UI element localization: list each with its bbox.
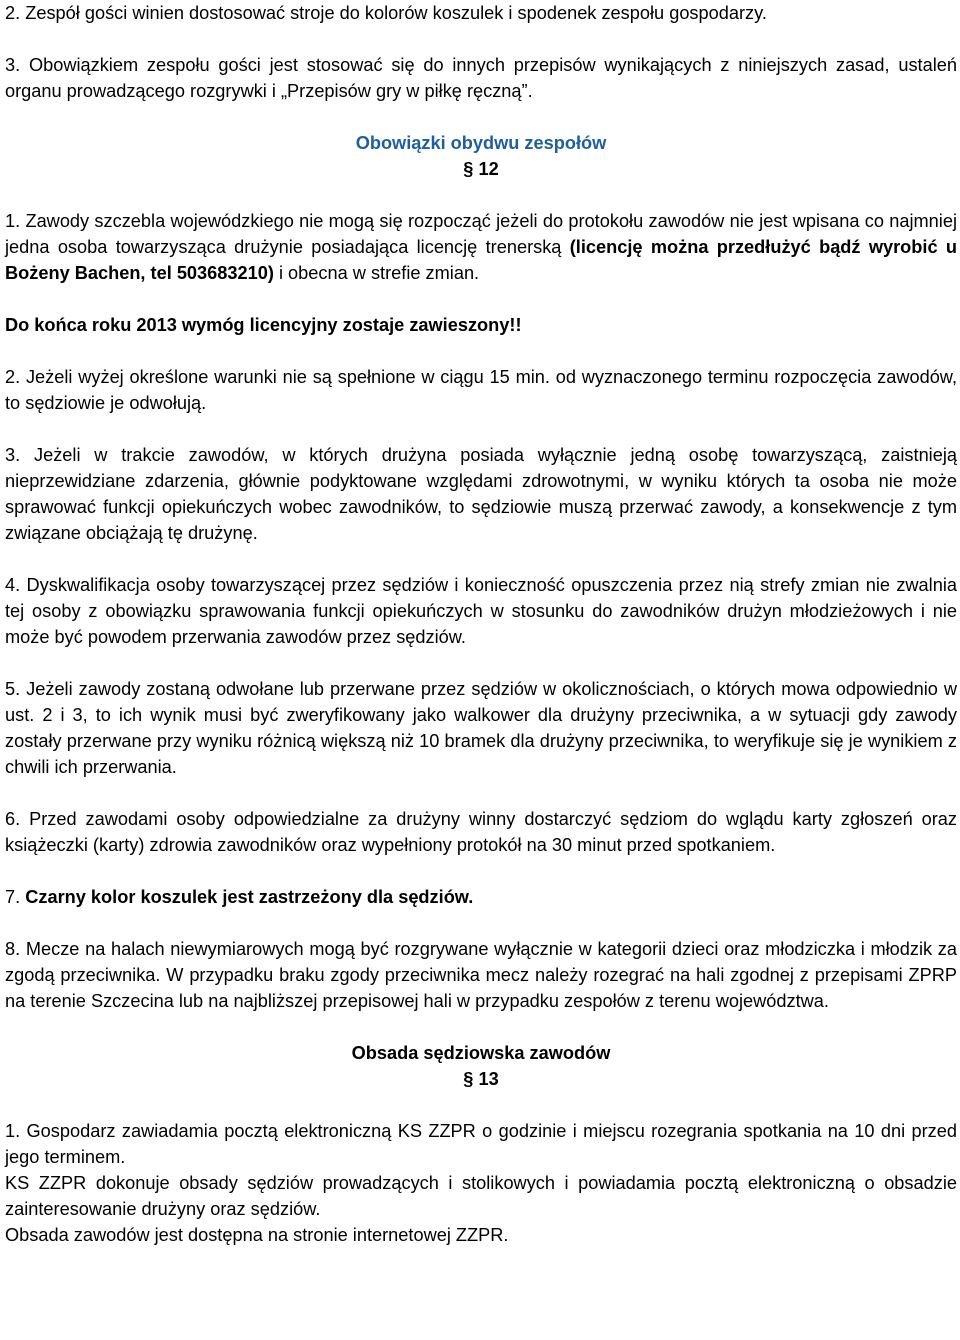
section-13-number: § 13 — [463, 1069, 499, 1089]
section-12-number: § 12 — [463, 159, 499, 179]
paragraph-7-bold: Czarny kolor koszulek jest zastrzeżony dla sędziów. — [25, 887, 474, 907]
paragraph-2-guest-uniforms: 2. Zespół gości winien dostosować stroje do kolorów koszulek i spodenek zespołu gospodarzy. — [5, 3, 767, 23]
paragraph-1-bold-contact: (licencję można przedłużyć bądź wyrobić u Bożeny Bachen, tel 503683210) — [5, 237, 957, 283]
licence-notice: Do końca roku 2013 wymóg licencyjny zostaje zawieszony!! — [5, 315, 522, 335]
section-12-paragraph-8: 8. Mecze na halach niewymiarowych mogą być rozgrywane wyłącznie w kategorii dzieci oraz młodziczka i młodzik za zgodą przeciwnika. W przypadku braku zgody przeciwnika mecz należy rozegrać na hali zgodnej z przepisami ZPRP na terenie Szczecina lub na najbliższej przepisowej hali w przypadku zespołów z terenu województwa. — [5, 939, 957, 1011]
section-12-paragraph-7 — [5, 884, 957, 910]
paragraph-7-number: 7. — [5, 887, 26, 907]
section-12-title: Obowiązki obydwu zespołów — [355, 133, 607, 153]
section-13-title: Obsada sędziowska zawodów — [351, 1043, 611, 1063]
paragraph-3-guest-obligations: 3. Obowiązkiem zespołu gości jest stosować się do innych przepisów wynikających z niniejszych zasad, ustaleń organu prowadzącego rozgrywki i „Przepisów gry w piłkę ręczną”. — [5, 55, 957, 101]
section-12-paragraph-5: 5. Jeżeli zawody zostaną odwołane lub przerwane przez sędziów w okolicznościach, o których mowa odpowiednio w ust. 2 i 3, to ich wynik musi być zweryfikowany jako walkower dla drużyny przeciwnika, a w sytuacji gdy zawody zostały przerwane przy wyniku różnicą większą niż 10 bramek dla drużyny przeciwnika, to weryfikuje się je wynikiem z chwili ich przerwania. — [5, 679, 957, 777]
paragraph-1-end: i obecna w strefie zmian. — [273, 263, 480, 283]
section-13-paragraph-1b: KS ZZPR dokonuje obsady sędziów prowadzących i stolikowych i powiadamia pocztą elektroniczną o obsadzie zainteresowanie drużyny oraz sędziów. — [5, 1173, 957, 1219]
section-13-paragraph-1: 1. Gospodarz zawiadamia pocztą elektroniczną KS ZZPR o godzinie i miejscu rozegrania spotkania na 10 dni przed jego terminem. — [5, 1121, 957, 1167]
section-12-paragraph-4: 4. Dyskwalifikacja osoby towarzyszącej przez sędziów i konieczność opuszczenia przez nią strefy zmian nie zwalnia tej osoby z obowiązku sprawowania funkcji opiekuńczych w stosunku do zawodników drużyn młodzieżowych i nie może być powodem przerwania zawodów przez sędziów. — [5, 575, 957, 647]
section-12-paragraph-6: 6. Przed zawodami osoby odpowiedzialne za drużyny winny dostarczyć sędziom do wglądu karty zgłoszeń oraz książeczki (karty) zdrowia zawodników oraz wypełniony protokół na 30 minut przed spotkaniem. — [5, 809, 957, 855]
section-12-paragraph-3: 3. Jeżeli w trakcie zawodów, w których drużyna posiada wyłącznie jedną osobę towarzyszącą, zaistnieją nieprzewidziane zdarzenia, głównie podyktowane względami zdrowotnymi, w wyniku których ta osoba nie może sprawować funkcji opiekuńczych wobec zawodników, to sędziowie muszą przerwać zawody, a konsekwencje z tym związane obciążają tę drużynę. — [5, 445, 957, 543]
section-13-paragraph-1c: Obsada zawodów jest dostępna na stronie internetowej ZZPR. — [5, 1225, 509, 1245]
paragraph-1-start: 1. Zawody szczebla wojewódzkiego nie mogą się rozpocząć jeżeli do protokołu zawodów nie jest wpisana co najmniej jedna osoba towarzysząca drużynie posiadająca licencję trenerską — [5, 211, 957, 257]
section-12-paragraph-2: 2. Jeżeli wyżej określone warunki nie są spełnione w ciągu 15 min. od wyznaczonego terminu rozpoczęcia zawodów, to sędziowie je odwołują. — [5, 367, 957, 413]
section-12-paragraph-1 — [5, 208, 957, 286]
